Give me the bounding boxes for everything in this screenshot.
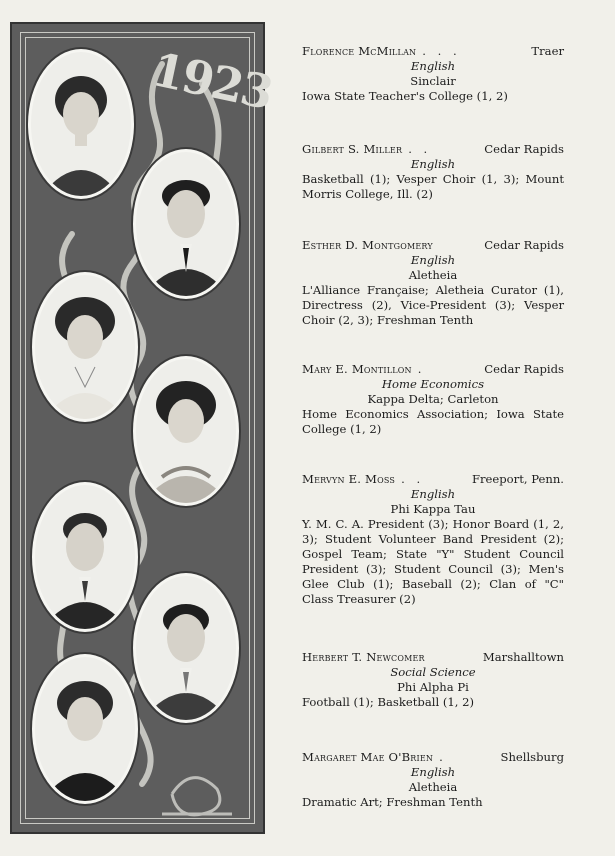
student-name: Mervyn E. Moss — [302, 472, 396, 486]
leader-dots: . . — [401, 472, 425, 486]
entry-header — [302, 238, 564, 253]
activities: Football (1); Basketball (1, 2) — [302, 695, 475, 709]
student-name: Gilbert S. Miller — [302, 142, 403, 156]
entry-header — [302, 472, 564, 487]
portrait-mary-montillon — [133, 356, 239, 506]
leader-dots: . . — [408, 142, 432, 156]
society: Kappa Delta; Carleton — [367, 392, 499, 406]
society: Phi Alpha Pi — [397, 680, 469, 694]
activities: Basketball (1); Vesper Choir (1, 3); Mount Morris College, Ill. (2) — [302, 172, 564, 201]
entry-header — [302, 362, 564, 377]
society: Phi Kappa Tau — [390, 502, 476, 516]
entry-mervyn-moss — [302, 472, 564, 607]
society: Aletheia — [408, 268, 458, 282]
hometown: Traer — [531, 44, 564, 58]
portrait-esther-montgomery — [32, 272, 138, 422]
student-name: Esther D. Montgomery — [302, 238, 433, 252]
portrait-florence-mcmillan — [28, 49, 134, 199]
portrait-gilbert-miller — [133, 149, 239, 299]
portrait-mervyn-moss — [32, 482, 138, 632]
portrait-margaret-obrien — [32, 654, 138, 804]
entry-header — [302, 44, 564, 59]
hometown: Cedar Rapids — [484, 238, 564, 252]
activities: L'Alliance Française; Aletheia Curator (1), Directress (2), Vice-President (3); Vesper Choir (2, 3); Freshman Tenth — [302, 283, 564, 327]
student-name: Mary E. Montillon — [302, 362, 412, 376]
class-year: 1923 — [147, 42, 277, 120]
course: Home Economics — [381, 377, 485, 391]
portrait-herbert-newcomer — [133, 573, 239, 723]
photo-panel — [10, 22, 277, 834]
activities: Iowa State Teacher's College (1, 2) — [302, 89, 508, 103]
leader-dots: . — [417, 362, 426, 376]
entry-esther-montgomery — [302, 238, 564, 328]
leader-dots — [425, 650, 483, 665]
activities: Y. M. C. A. President (3); Honor Board (1, 2, 3); Student Volunteer Band President (2); Gospel Team; State "Y" Student Council President (3); Student Council (3); Men's Glee Club (1); Baseball (2); Clan of "C" Class Treasurer (2) — [302, 517, 564, 606]
leader-dots: . . . — [422, 44, 461, 58]
hometown: Cedar Rapids — [484, 142, 564, 156]
hometown: Marshalltown — [482, 650, 564, 664]
society: Sinclair — [410, 74, 456, 88]
student-name: Herbert T. Newcomer — [302, 650, 425, 664]
course: English — [410, 59, 456, 73]
course: English — [410, 253, 456, 267]
activities: Home Economics Association; Iowa State College (1, 2) — [302, 407, 564, 436]
entry-header — [302, 650, 564, 665]
course: English — [410, 765, 456, 779]
entry-gilbert-miller — [302, 142, 564, 202]
hometown: Freeport, Penn. — [471, 472, 564, 486]
course: Social Science — [390, 665, 476, 679]
society: Aletheia — [408, 780, 458, 794]
entry-herbert-newcomer — [302, 650, 564, 710]
entry-header — [302, 750, 564, 765]
course: English — [410, 157, 456, 171]
course: English — [410, 487, 456, 501]
entry-margaret-obrien — [302, 750, 564, 810]
entry-mary-montillon — [302, 362, 564, 437]
leader-dots — [433, 238, 484, 253]
hometown: Shellsburg — [500, 750, 564, 764]
student-name: Margaret Mae O'Brien — [302, 750, 434, 764]
entry-header — [302, 142, 564, 157]
student-name: Florence McMillan — [302, 44, 417, 58]
hometown: Cedar Rapids — [484, 362, 564, 376]
activities: Dramatic Art; Freshman Tenth — [302, 795, 483, 809]
entry-florence-mcmillan — [302, 44, 564, 104]
leader-dots: . — [439, 750, 447, 764]
